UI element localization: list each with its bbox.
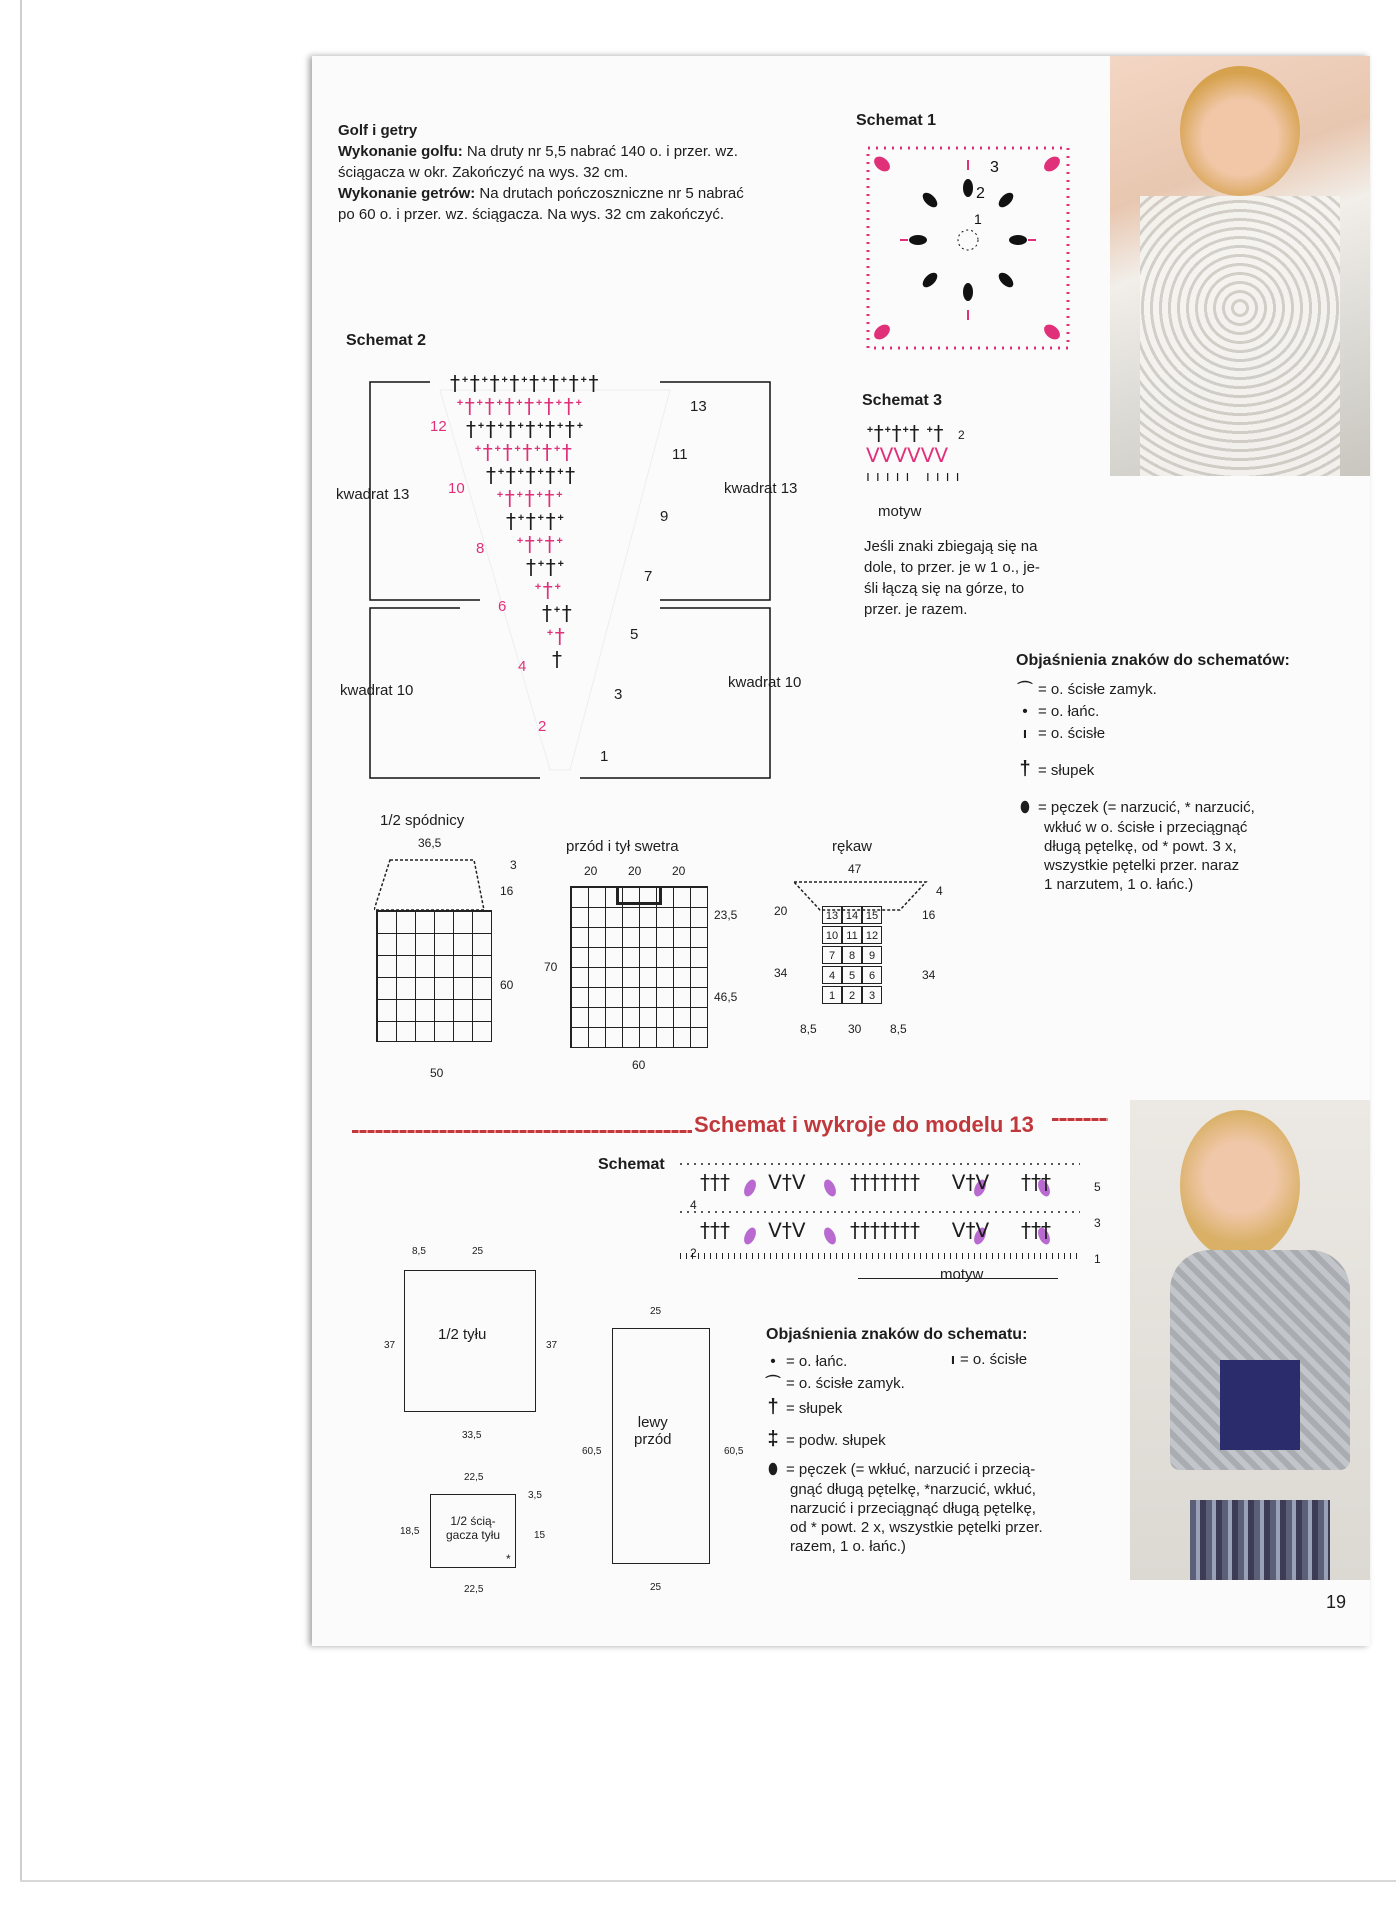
legend1-row-3 — [1012, 724, 1105, 743]
legend1-text-3: = o. ścisłe — [1038, 725, 1106, 742]
przod-l: 60,5 — [582, 1446, 602, 1457]
schemat2-row-10: 10 — [448, 480, 465, 497]
model-head — [1180, 66, 1300, 196]
rekaw-cell: 6 — [862, 966, 882, 984]
przod-label — [634, 1414, 672, 1448]
sweter-d235: 23,5 — [714, 908, 738, 922]
rekaw-cell: 2 — [842, 986, 862, 1004]
schemat2-row-4: 4 — [518, 658, 527, 675]
sciagacz-top: 22,5 — [464, 1472, 484, 1483]
schemat2-row-2: 2 — [538, 718, 547, 735]
legend2-row-5 — [760, 1460, 1035, 1479]
schemat2-row-7: 7 — [644, 568, 653, 585]
section2-row-4: 4 — [690, 1198, 697, 1212]
dot-icon: • — [1022, 703, 1028, 720]
arc-icon: ⌒ — [1017, 681, 1033, 698]
schemat2-row-11: 11 — [672, 446, 688, 463]
schemat1-title: Schemat 1 — [856, 112, 937, 129]
spodnica-d3: 3 — [510, 858, 517, 872]
sweter-grid — [570, 886, 708, 1048]
legend1-text-5: = pęczek (= narzucić, * narzucić, — [1038, 799, 1255, 816]
schemat3-title: Schemat 3 — [862, 392, 943, 409]
spodnica-bottom: 50 — [430, 1066, 444, 1080]
legend1-row-2 — [1012, 702, 1099, 721]
schemat3-note-2: dole, to przer. je w 1 o., je- — [864, 559, 1040, 576]
rekaw-cell: 7 — [822, 946, 842, 964]
rekaw-cell: 10 — [822, 926, 842, 944]
section2-row-1: 1 — [1094, 1252, 1101, 1266]
sweter-t1: 20 — [584, 864, 598, 878]
section2-heading: Schemat i wykroje do modelu 13 — [694, 1112, 1034, 1137]
legend2-r1a: = o. łańc. — [786, 1353, 848, 1370]
bar-icon-2: ı — [950, 1351, 956, 1368]
schemat2-row-1: 1 — [600, 748, 609, 765]
spodnica-d60: 60 — [500, 978, 514, 992]
schemat1-num-2: 2 — [976, 185, 985, 202]
legend2-row-1b — [946, 1350, 1027, 1369]
rekaw-cell: 11 — [842, 926, 862, 944]
sweter-title: przód i tył swetra — [566, 838, 679, 855]
tyl-label: 1/2 tyłu — [438, 1326, 487, 1343]
sweter-t3: 20 — [672, 864, 686, 878]
sciagacz-label-1: 1/2 ścią- — [450, 1514, 496, 1528]
kwadrat10-left: kwadrat 10 — [340, 682, 414, 699]
cluster-icon: ⬮ — [1020, 799, 1030, 816]
rekaw-cell: 5 — [842, 966, 862, 984]
sciagacz-label — [446, 1514, 500, 1542]
schemat1-num-3: 3 — [990, 159, 999, 176]
legend2-row-1 — [760, 1352, 847, 1371]
rekaw-b1: 8,5 — [800, 1022, 817, 1036]
cluster-icon-2: ⬮ — [768, 1461, 778, 1478]
legend1-row-5 — [1012, 798, 1255, 817]
golf-text-2: ściągacza w okr. Zakończyć na wys. 32 cm. — [338, 164, 629, 181]
legend1-cont-3: wszystkie pętelki przer. naraz — [1044, 857, 1240, 874]
schemat3-note-1: Jeśli znaki zbiegają się na — [864, 538, 1038, 555]
legend1-row-4 — [1012, 760, 1094, 780]
rekaw-cell: 4 — [822, 966, 842, 984]
rekaw-d16: 16 — [922, 908, 936, 922]
schemat2-stitches: †ᐩ†ᐩ†ᐩ†ᐩ†ᐩ†ᐩ†ᐩ† ᐩ†ᐩ†ᐩ†ᐩ†ᐩ†ᐩ†ᐩ †ᐩ†ᐩ†ᐩ†ᐩ†ᐩ†ᐩ ᐩ†ᐩ†ᐩ†ᐩ†ᐩ† †ᐩ†ᐩ†ᐩ†ᐩ† ᐩ†ᐩ†ᐩ†ᐩ †ᐩ†ᐩ†ᐩ ᐩ†ᐩ†ᐩ †ᐩ†ᐩ ᐩ†ᐩ †ᐩ† ᐩ† † — [450, 371, 600, 671]
sweter-d465: 46,5 — [714, 990, 738, 1004]
przod-label-1: lewy — [637, 1414, 668, 1431]
tyl-r: 37 — [546, 1340, 558, 1351]
legend1-cont-1: wkłuć w o. ścisłe i przeciągnąć — [1044, 819, 1248, 836]
intro-title: Golf i getry — [338, 122, 418, 139]
legend2-row-2 — [760, 1374, 905, 1393]
dot-icon-2: • — [770, 1353, 776, 1370]
legend1-cont-4: 1 narzutem, 1 o. łańc.) — [1044, 876, 1194, 893]
scan-edge-bottom — [20, 1880, 1396, 1882]
sweater-texture — [1140, 196, 1340, 476]
rekaw-cell: 8 — [842, 946, 862, 964]
rekaw-cell: 1 — [822, 986, 842, 1004]
schemat3-stitches: ᐩ†ᐩ†ᐩ† ᐩ† ᐯᐯᐯᐯᐯᐯ ııııı ıııı — [866, 421, 966, 485]
rekaw-d34r: 34 — [922, 968, 936, 982]
schemat2-row-3: 3 — [614, 686, 623, 703]
schemat1-diagram — [860, 140, 1080, 360]
schemat2-row-9: 9 — [660, 508, 669, 525]
legend2-r1b: = o. ścisłe — [960, 1351, 1028, 1368]
rekaw-cell: 3 — [862, 986, 882, 1004]
legend1-text-1: = o. ścisłe zamyk. — [1038, 681, 1157, 698]
legend1-row-1 — [1012, 680, 1157, 699]
legend2-r2: = o. ścisłe zamyk. — [786, 1375, 905, 1392]
legend2-r5-3: narzucić i przeciągnąć długą pętelkę, — [790, 1500, 1036, 1517]
double-dagger-icon: ‡ — [767, 1428, 779, 1450]
schemat2-row-13: 13 — [690, 398, 707, 415]
sciagacz-l: 18,5 — [400, 1526, 420, 1537]
section2-schemat-title: Schemat — [598, 1156, 665, 1173]
przod-bottom: 25 — [650, 1582, 662, 1593]
spodnica-top: 36,5 — [418, 836, 442, 850]
legend1-text-4: = słupek — [1038, 762, 1095, 779]
legend2-r3: = słupek — [786, 1400, 843, 1417]
tyl-t2: 25 — [472, 1246, 484, 1257]
spodnica-d16: 16 — [500, 884, 514, 898]
rekaw-top: 47 — [848, 862, 862, 876]
przod-top: 25 — [650, 1306, 662, 1317]
schemat3-note — [864, 536, 1094, 620]
legend2-r5-1: = pęczek (= wkłuć, narzucić i przecią- — [786, 1461, 1036, 1478]
rekaw-d4: 4 — [936, 884, 943, 898]
przod-label-2: przód — [634, 1431, 672, 1448]
intro-block — [338, 120, 838, 225]
schemat2-row-12: 12 — [430, 418, 447, 435]
legend2-cont — [790, 1480, 1120, 1556]
rekaw-cell: 14 — [842, 906, 862, 924]
section2-stitches-row3: ††† ᐯ†ᐯ ††††††† ᐯ†ᐯ ††† — [700, 1218, 1051, 1242]
przod-r: 60,5 — [724, 1446, 744, 1457]
tyl-t1: 8,5 — [412, 1246, 426, 1257]
sciagacz-bottom: 22,5 — [464, 1584, 484, 1595]
tyl-l: 37 — [384, 1340, 396, 1351]
bar-icon: ı — [1022, 725, 1028, 742]
rekaw-cell: 13 — [822, 906, 842, 924]
skirt-pattern — [1190, 1500, 1330, 1580]
legend1-title: Objaśnienia znaków do schematów: — [1016, 652, 1290, 669]
schemat1-num-1: 1 — [974, 211, 982, 227]
getry-text-1: Na drutach pończoszniczne nr 5 nabrać — [479, 185, 744, 202]
legend2-title: Objaśnienia znaków do schematu: — [766, 1326, 1028, 1343]
rekaw-cell: 9 — [862, 946, 882, 964]
model-photo-top — [1110, 56, 1370, 476]
sweter-bottom: 60 — [632, 1058, 646, 1072]
divider-right — [1052, 1118, 1108, 1121]
schemat3-note-4: przer. je razem. — [864, 601, 968, 618]
divider-left — [352, 1130, 692, 1133]
schemat2-title: Schemat 2 — [346, 332, 427, 349]
getry-text-2: po 60 o. i przer. wz. ściągacza. Na wys. 32 cm zakończyć. — [338, 206, 724, 223]
sweter-t2: 20 — [628, 864, 642, 878]
schemat3-motyw: motyw — [878, 503, 922, 520]
sweter-d70: 70 — [544, 960, 558, 974]
top-garment — [1220, 1360, 1300, 1450]
rekaw-d34l: 34 — [774, 966, 788, 980]
model-photo-bottom — [1130, 1100, 1370, 1580]
rekaw-cell: 15 — [862, 906, 882, 924]
kwadrat10-right: kwadrat 10 — [728, 674, 802, 691]
dagger-icon: † — [1019, 758, 1031, 780]
legend2-row-4 — [760, 1430, 886, 1450]
legend1-cont-2: długą pętelkę, od * powt. 3 x, — [1044, 838, 1237, 855]
rekaw-title: rękaw — [832, 838, 873, 855]
legend1-text-2: = o. łańc. — [1038, 703, 1100, 720]
spodnica-title: 1/2 spódnicy — [380, 812, 465, 829]
schemat2-row-6: 6 — [498, 598, 507, 615]
kwadrat13-right: kwadrat 13 — [724, 480, 798, 497]
sciagacz-d15: 15 — [534, 1530, 546, 1541]
spodnica-grid — [376, 910, 492, 1042]
rekaw-d20: 20 — [774, 904, 788, 918]
sciagacz-label-2: gacza tyłu — [446, 1528, 501, 1542]
legend1-cont — [1044, 818, 1334, 894]
rekaw-b3: 8,5 — [890, 1022, 907, 1036]
rekaw-b2: 30 — [848, 1022, 862, 1036]
page-number: 19 — [1326, 1592, 1347, 1612]
schemat3-note-3: śli łączą się na górze, to — [864, 580, 1025, 597]
rekaw-cell: 12 — [862, 926, 882, 944]
sciagacz-star: * — [506, 1552, 511, 1566]
section2-motyw: motyw — [940, 1266, 984, 1283]
sciagacz-d35: 3,5 — [528, 1490, 542, 1501]
golf-text-1: Na druty nr 5,5 nabrać 140 o. i przer. wz. — [466, 143, 738, 160]
tyl-bottom: 33,5 — [462, 1430, 482, 1441]
sweter-neckline — [616, 886, 662, 905]
section2-row-3: 3 — [1094, 1216, 1101, 1230]
model-head-2 — [1180, 1110, 1300, 1260]
schemat3-row-2: 2 — [958, 428, 965, 442]
legend2-r4: = podw. słupek — [786, 1432, 886, 1449]
legend2-r5-5: razem, 1 o. łańc.) — [790, 1538, 906, 1555]
section2-stitches-row5: ††† ᐯ†ᐯ ††††††† ᐯ†ᐯ ††† — [700, 1170, 1051, 1194]
golf-label: Wykonanie golfu: — [338, 143, 463, 160]
dagger-icon-2: † — [767, 1396, 779, 1418]
schemat2-row-5: 5 — [630, 626, 639, 643]
legend2-r5-2: gnąć długą pętelkę, *narzucić, wkłuć, — [790, 1481, 1036, 1498]
legend2-row-3 — [760, 1398, 842, 1418]
section2-row-5: 5 — [1094, 1180, 1101, 1194]
schemat2-row-8: 8 — [476, 540, 485, 557]
scan-edge-left — [20, 0, 22, 1880]
getry-label: Wykonanie getrów: — [338, 185, 476, 202]
section2-row-2: 2 — [690, 1246, 697, 1260]
legend2-r5-4: od * powt. 2 x, wszystkie pętelki przer. — [790, 1519, 1043, 1536]
arc-icon-2: ⌒ — [765, 1375, 781, 1392]
kwadrat13-left: kwadrat 13 — [336, 486, 410, 503]
